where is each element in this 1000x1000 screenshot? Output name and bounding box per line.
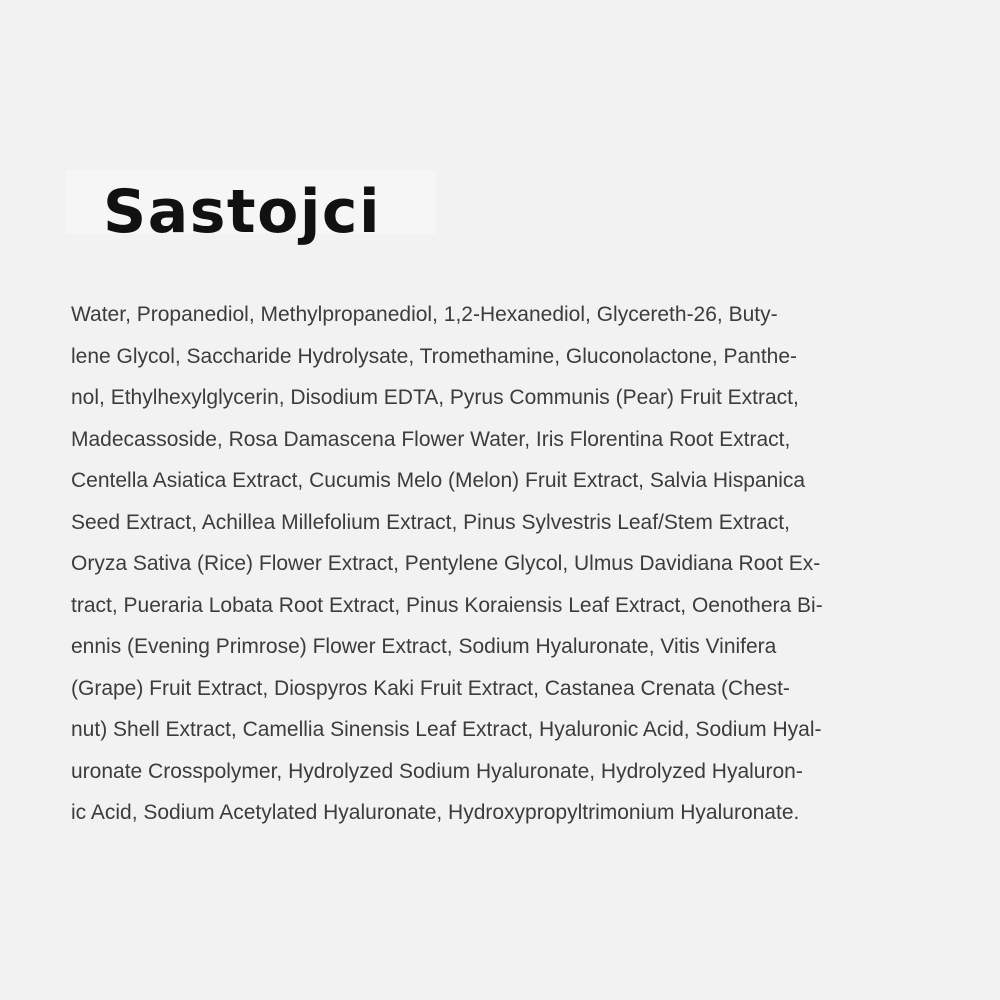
ingredients-line: Water, Propanediol, Methylpropanediol, 1,2-Hexanediol, Glycereth-26, Buty- <box>71 303 778 326</box>
ingredients-line: tract, Pueraria Lobata Root Extract, Pinus Koraiensis Leaf Extract, Oenothera Bi- <box>71 593 823 617</box>
ingredients-line: nol, Ethylhexylglycerin, Disodium EDTA, Pyrus Communis (Pear) Fruit Extract, <box>71 386 799 409</box>
ingredients-line: ennis (Evening Primrose) Flower Extract, Sodium Hyaluronate, Vitis Vinifera <box>71 635 777 658</box>
ingredients-line: Oryza Sativa (Rice) Flower Extract, Pentylene Glycol, Ulmus Davidiana Root Ex- <box>71 552 821 575</box>
ingredients-line: Seed Extract, Achillea Millefolium Extract, Pinus Sylvestris Leaf/Stem Extract, <box>71 510 790 534</box>
ingredients-list <box>71 294 941 834</box>
ingredients-line: lene Glycol, Saccharide Hydrolysate, Tromethamine, Gluconolactone, Panthe- <box>71 344 798 368</box>
page-title: Sastojci <box>103 177 382 247</box>
ingredients-line: nut) Shell Extract, Camellia Sinensis Leaf Extract, Hyaluronic Acid, Sodium Hyal- <box>71 718 822 741</box>
ingredients-line: Madecassoside, Rosa Damascena Flower Water, Iris Florentina Root Extract, <box>71 427 791 451</box>
ingredients-line: uronate Crosspolymer, Hydrolyzed Sodium Hyaluronate, Hydrolyzed Hyaluron- <box>71 759 803 783</box>
ingredients-line: Centella Asiatica Extract, Cucumis Melo (Melon) Fruit Extract, Salvia Hispanica <box>71 469 806 492</box>
ingredients-line: (Grape) Fruit Extract, Diospyros Kaki Fruit Extract, Castanea Crenata (Chest- <box>71 676 790 700</box>
ingredients-line: ic Acid, Sodium Acetylated Hyaluronate, Hydroxypropyltrimonium Hyaluronate. <box>71 801 800 824</box>
